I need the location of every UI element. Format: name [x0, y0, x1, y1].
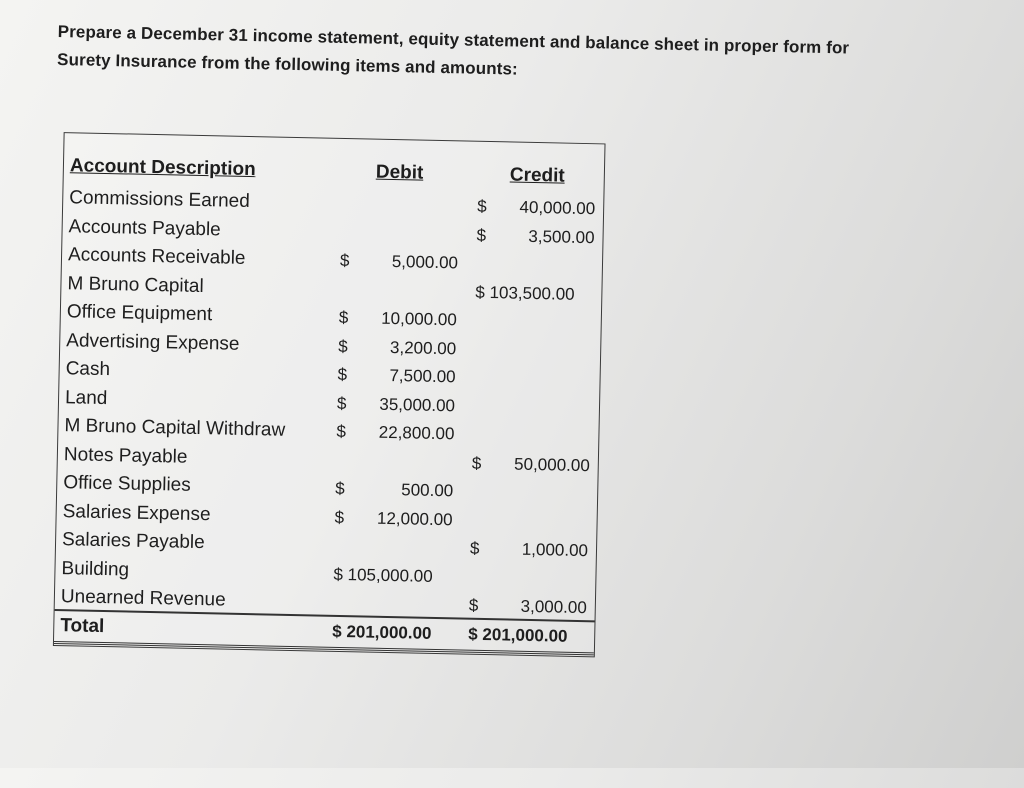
total-credit: $ 201,000.00: [468, 624, 568, 646]
account-description: Cash: [65, 358, 111, 381]
account-description: Unearned Revenue: [60, 586, 226, 611]
currency-symbol: $: [339, 250, 350, 271]
amount-value: 10,000.00: [380, 308, 458, 330]
debit-amount: $ 105,000.00: [333, 564, 433, 586]
currency-symbol: $: [338, 307, 349, 328]
account-description: Accounts Receivable: [67, 244, 246, 269]
amount-value: 35,000.00: [379, 394, 456, 415]
currency-symbol: $: [334, 507, 345, 527]
currency-symbol: $: [469, 538, 480, 558]
amount-value: 22,800.00: [378, 422, 455, 444]
account-description: M Bruno Capital Withdraw: [64, 415, 286, 441]
account-description: Accounts Payable: [68, 215, 221, 240]
currency-symbol: $: [476, 225, 487, 245]
account-description: Office Supplies: [63, 472, 191, 496]
account-description: Commissions Earned: [69, 187, 251, 213]
currency-symbol: $: [338, 336, 348, 356]
credit-amount: [476, 192, 596, 219]
amount-value: 500.00: [401, 480, 454, 501]
account-description: Salaries Payable: [61, 529, 205, 554]
account-description: Building: [61, 557, 130, 581]
amount-value: 3,000.00: [520, 596, 588, 618]
total-label: Total: [60, 615, 105, 638]
account-description: M Bruno Capital: [67, 272, 204, 297]
currency-symbol: $: [468, 595, 479, 615]
account-description: Salaries Expense: [62, 500, 211, 525]
account-table: [53, 132, 606, 657]
currency-symbol: $: [476, 196, 487, 216]
header-credit: Credit: [509, 164, 565, 187]
amount-value: 3,500.00: [528, 226, 595, 247]
amount-value: 5,000.00: [391, 252, 459, 273]
header-account-description: Account Description: [69, 155, 256, 181]
amount-value: 1,000.00: [521, 539, 589, 561]
amount-value: 50,000.00: [513, 454, 590, 475]
amount-value: 12,000.00: [376, 508, 453, 529]
currency-symbol: $: [336, 421, 347, 442]
currency-symbol: $: [336, 393, 347, 413]
amount-value: 7,500.00: [389, 365, 456, 387]
currency-symbol: $: [335, 478, 345, 499]
instructions-line-1: Prepare a December 31 income statement, equity statement and balance sheet in proper form for: [57, 21, 850, 58]
credit-amount: $ 103,500.00: [475, 282, 575, 304]
account-description: Office Equipment: [66, 301, 213, 326]
currency-symbol: $: [337, 364, 348, 385]
instructions-line-2: Surety Insurance from the following items and amounts:: [56, 49, 518, 79]
account-description: Notes Payable: [63, 443, 188, 468]
amount-value: 3,200.00: [389, 337, 457, 358]
amount-value: 40,000.00: [519, 197, 596, 219]
header-debit: Debit: [375, 161, 424, 184]
total-debit: $ 201,000.00: [332, 621, 432, 643]
instructions-text: [57, 18, 938, 92]
currency-symbol: $: [471, 453, 482, 473]
account-description: Land: [64, 386, 108, 409]
account-description: Advertising Expense: [66, 329, 240, 355]
